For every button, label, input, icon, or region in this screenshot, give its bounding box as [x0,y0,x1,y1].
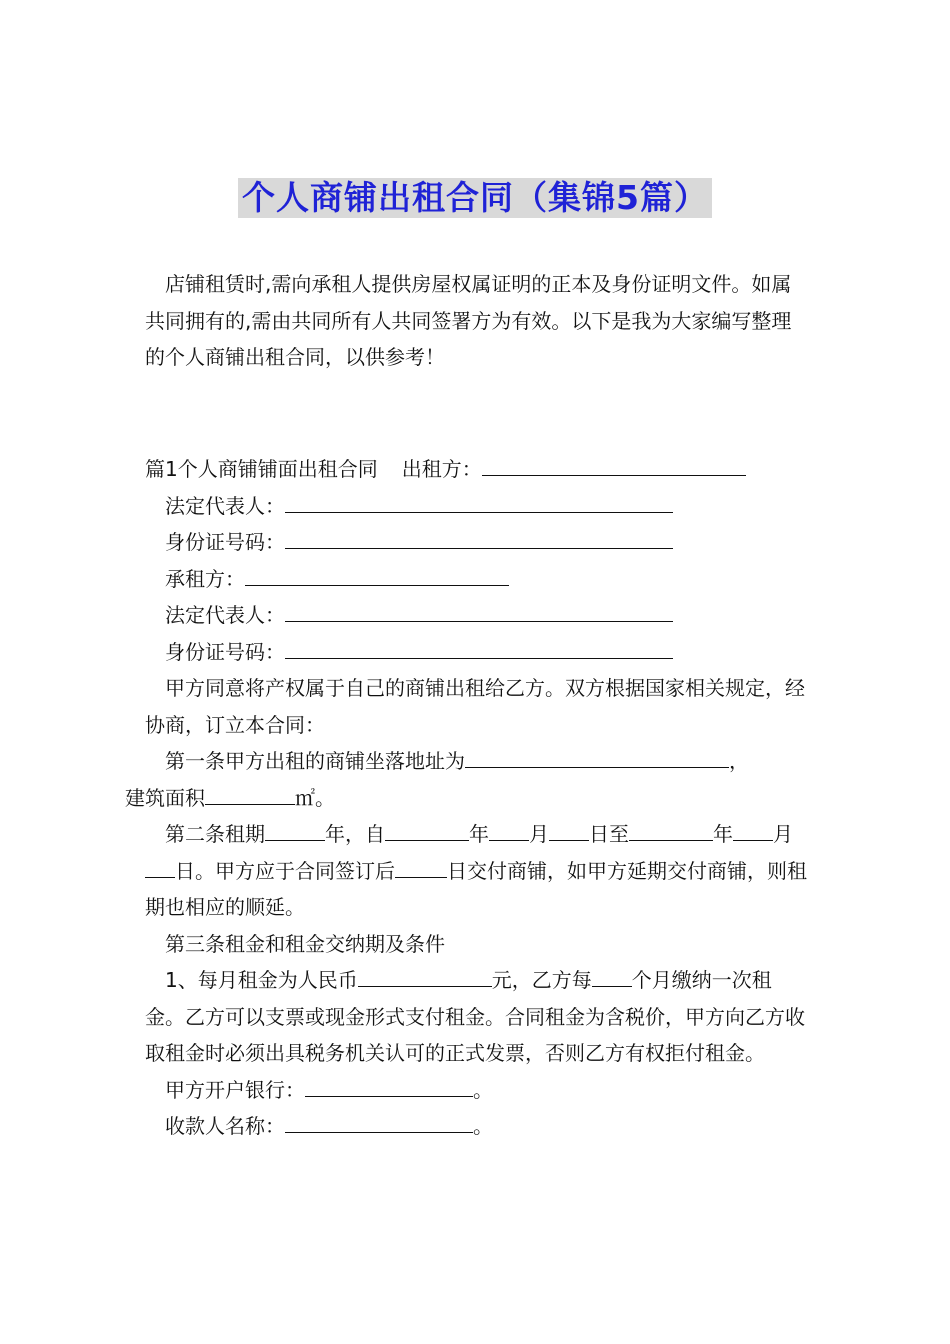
payee-line [145,1108,810,1145]
article-2-text-h: 日。甲方应于合同签订后 [175,858,395,883]
end-day-blank [145,855,175,878]
lessee-blank [245,563,509,586]
payment-interval-blank [592,964,632,987]
start-month-blank [489,818,529,841]
bank-label: 甲方开户银行： [165,1077,305,1102]
payee-blank [285,1110,473,1133]
lessor-id-blank [285,526,673,549]
bank-end: 。 [473,1077,493,1102]
article-2 [145,816,810,926]
title-container [0,178,950,218]
bank-blank [305,1074,473,1097]
contract-section [125,451,810,1145]
intro-section [145,266,810,376]
lessor-id-line [145,524,810,561]
article-1 [125,743,810,816]
lessee-id-blank [285,636,673,659]
article-2-text-d: 月 [529,822,549,846]
lessee-rep-line [145,597,810,634]
article-2-text-a: 第二条租期 [165,822,265,846]
intro-paragraph: 店铺租赁时,需向承租人提供房屋权属证明的正本及身份证明文件。如属共同拥有的,需由共同所有人共同签署方为有效。以下是我为大家编写整理的个人商铺出租合同，以供参考！ [145,272,792,369]
article-3-1-text-b: 元，乙方每 [491,968,592,992]
payee-end: 。 [473,1114,493,1138]
bank-line [145,1072,810,1109]
article-2-text-e: 日至 [589,822,629,846]
contract-heading-line [145,451,810,488]
lessee-rep-blank [285,599,673,622]
lessor-rep-label: 法定代表人： [165,493,285,518]
end-month-blank [733,818,773,841]
area-blank [205,782,295,805]
start-year-blank [385,818,469,841]
document-title: 个人商铺出租合同（集锦5篇） [238,178,712,218]
lessor-label: 出租方： [401,457,482,481]
article-1-text-d: ㎡。 [295,785,335,810]
lessor-rep-blank [285,490,673,513]
article-3: 第三条租金和租金交纳期及条件 [165,931,445,956]
article-1-text-c: 建筑面积 [125,785,205,810]
article-1-text-b: ， [729,749,749,773]
article-2-text-i: 日交付商铺，如甲方延期交付商铺，则租期也相应的顺延。 [145,858,807,919]
article-3-1-text-c: 个月缴纳一次租金。乙方可以支票或现金形式支付租金。合同租金为含税价，甲方向乙方收取租金时必须出具税务机关认可的正式发票，否则乙方有权拒付租金。 [145,968,805,1065]
delivery-days-blank [395,855,447,878]
monthly-rent-blank [358,964,492,987]
term-years-blank [265,818,325,841]
payee-label: 收款人名称： [165,1114,285,1138]
lessee-label: 承租方： [165,566,245,591]
article-3-1 [145,962,810,1072]
contract-heading: 篇1个人商铺铺面出租合同 [145,457,378,481]
lessee-line [145,561,810,598]
lessor-id-label: 身份证号码： [165,530,285,554]
article-3-1-text-a: 1、每月租金为人民币 [165,968,358,992]
article-2-text-g: 月 [773,822,793,846]
lessee-id-label: 身份证号码： [165,639,285,664]
article-2-text-f: 年 [713,822,733,846]
address-blank [465,745,729,768]
article-2-text-c: 年 [469,822,489,846]
lessor-blank [482,453,746,476]
lessee-rep-label: 法定代表人： [165,603,285,627]
article-1-text-a: 第一条甲方出租的商铺坐落地址为 [165,749,465,773]
agreement-paragraph: 甲方同意将产权属于自己的商铺出租给乙方。双方根据国家相关规定，经协商，订立本合同： [145,676,805,737]
article-2-text-b: 年，自 [325,822,385,846]
lessor-rep-line [145,488,810,525]
lessee-id-line [145,634,810,671]
start-day-blank [549,818,589,841]
end-year-blank [629,818,713,841]
